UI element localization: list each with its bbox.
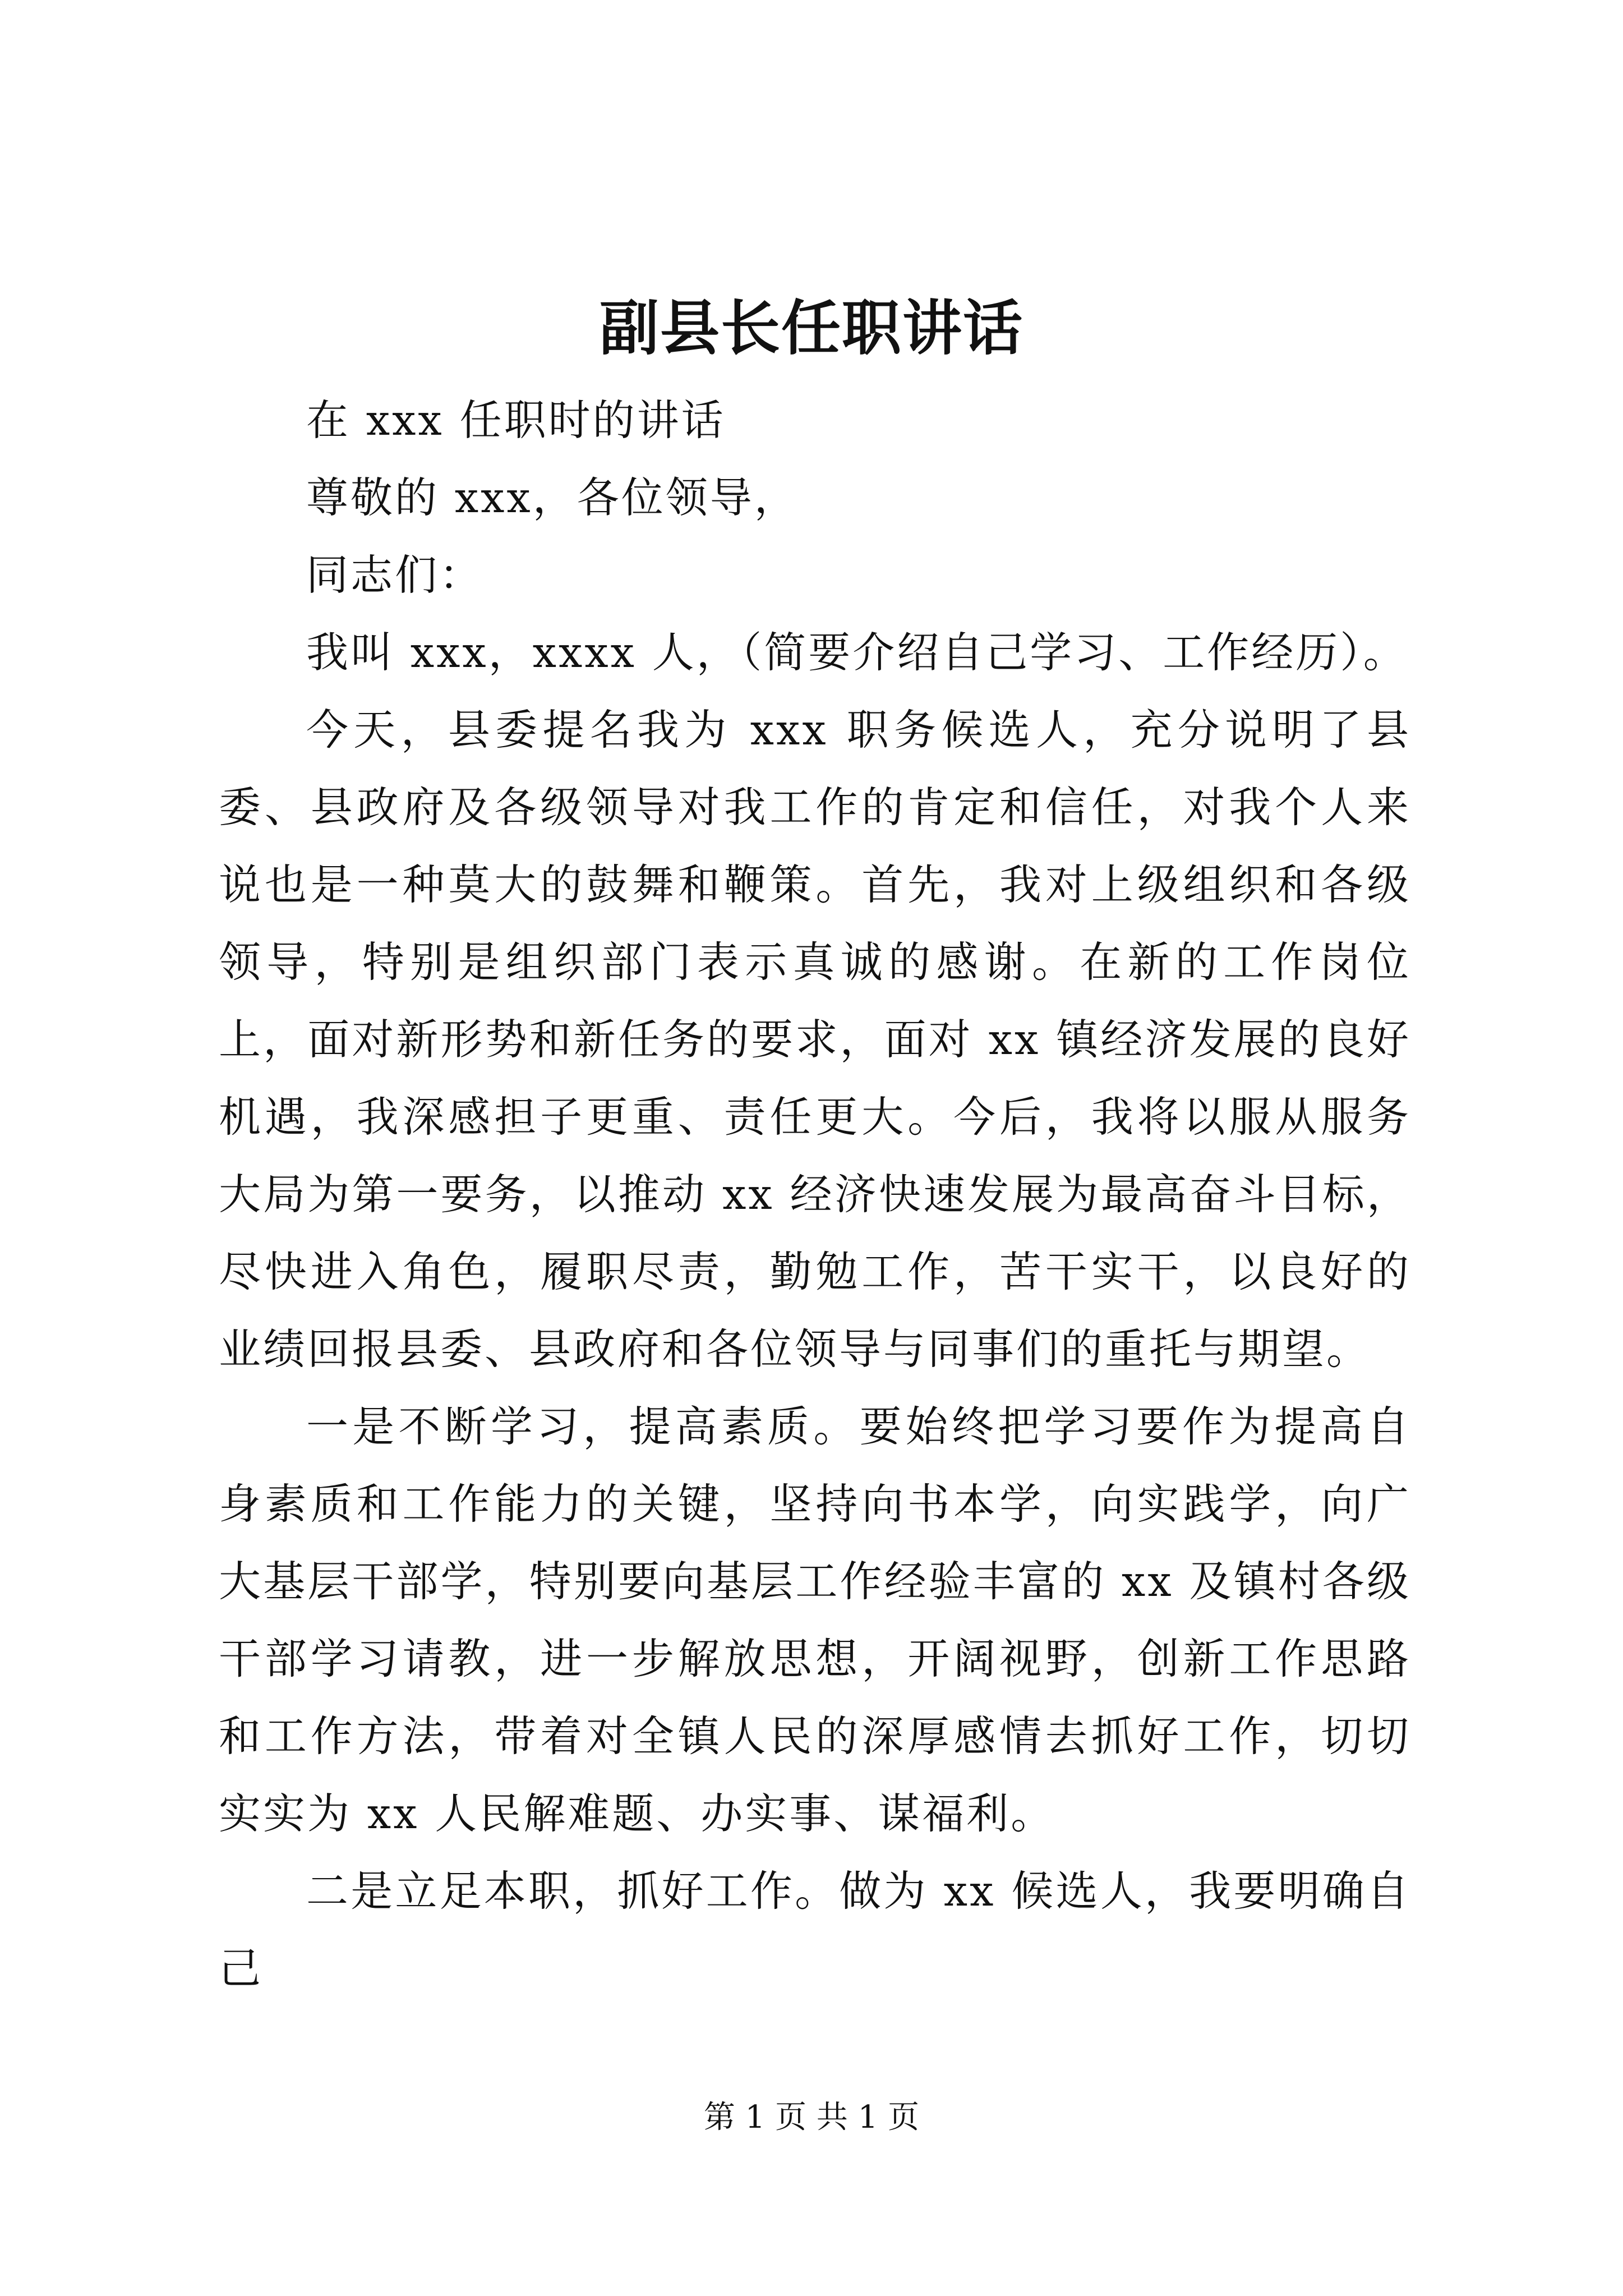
document-title: 副县长任职讲话: [600, 293, 1023, 363]
paragraph-salutation: 尊敬的 xxx，各位领导，: [306, 473, 799, 522]
paragraph-heading-line: 在 xxx 任职时的讲话: [306, 395, 726, 445]
paragraph-point-one: 一是不断学习，提高素质。要始终把学习要作为提高自身素质和工作能力的关键，坚持向书本学，向实践学，向广大基层干部学，特别要向基层工作经验丰富的 xx 及镇村各级干部学习请教，进一步解放思想，开阔视野，创新工作思路和工作方法，带着对全镇人民的深厚感情去抓好工作，切切实实为 xx 人民解难题、办实事、谋福利。: [219, 1402, 1411, 1838]
page-footer: 第 1 页 共 1 页: [703, 2099, 920, 2136]
paragraph-introduction: 我叫 xxx，xxxx 人，（简要介绍自己学习、工作经历）。: [306, 628, 1408, 677]
paragraph-gratitude: 今天，县委提名我为 xxx 职务候选人，充分说明了县委、县政府及各级领导对我工作的肯定和信任，对我个人来说也是一种莫大的鼓舞和鞭策。首先，我对上级组织和各级领导，特别是组织部门表示真诚的感谢。在新的工作岗位上，面对新形势和新任务的要求，面对 xx 镇经济发展的良好机遇，我深感担子更重、责任更大。今后，我将以服从服务大局为第一要务，以推动 xx 经济快速发展为最高奋斗目标，尽快进入角色，履职尽责，勤勉工作，苦干实干，以良好的业绩回报县委、县政府和各位领导与同事们的重托与期望。: [219, 705, 1411, 1374]
paragraph-point-two: 二是立足本职，抓好工作。做为 xx 候选人，我要明确自己: [219, 1866, 1411, 1993]
paragraph-comrades: 同志们：: [306, 550, 484, 600]
document-body: [219, 381, 1411, 2007]
